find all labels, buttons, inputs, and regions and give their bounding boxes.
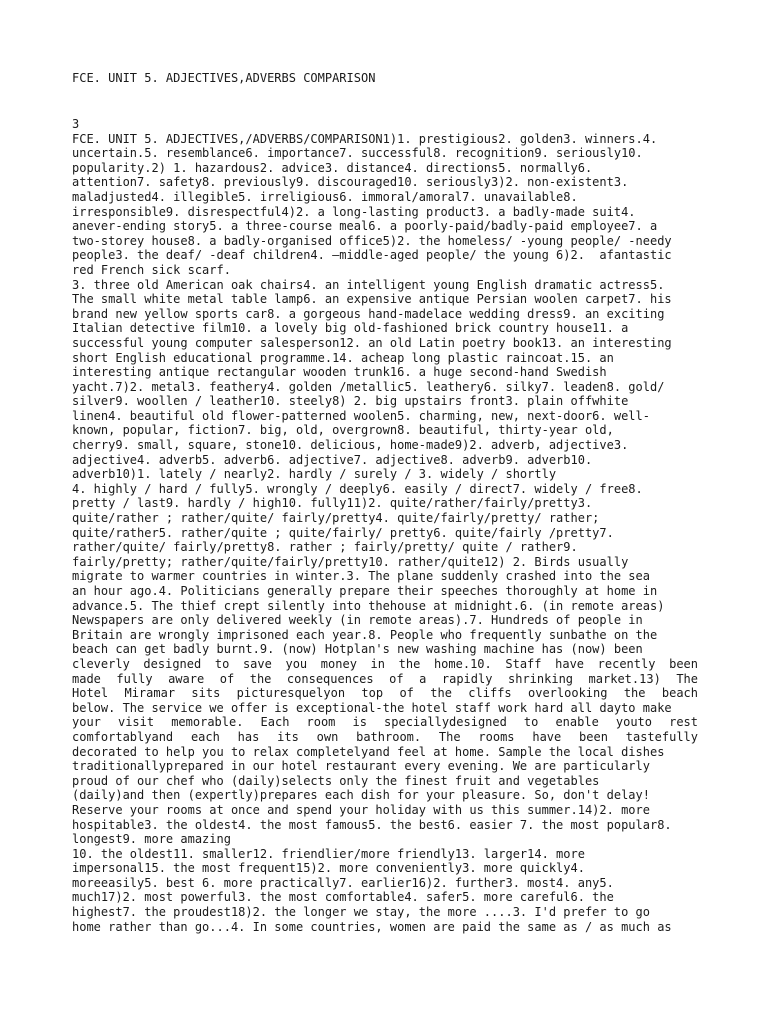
text-line: longest9. more amazing [72,832,231,847]
text-line: your visit memorable. Each room is speciallydesigned to enable youto rest [72,715,698,730]
text-line: The small white metal table lamp6. an expensive antique Persian woolen carpet7. his [72,292,672,307]
text-line: impersonal15. the most frequent15)2. more conveniently3. more quickly4. [72,861,585,876]
text-line: 3 [72,117,80,131]
text-line: migrate to warmer countries in winter.3. The plane suddenly crashed into the sea [72,569,650,584]
text-line: people3. the deaf/ -deaf children4. –middle-aged people/ the young 6)2. afantastic [72,248,672,263]
text-line: maladjusted4. illegible5. irreligious6. immoral/amoral7. unavailable8. [72,189,578,204]
text-line: advance.5. The thief crept silently into thehouse at midnight.6. (in remote areas) [72,598,665,613]
text-line: quite/rather5. rather/quite ; quite/fairly/ pretty6. quite/fairly /pretty7. [72,525,614,540]
text-line: highest7. the proudest18)2. the longer we stay, the more ....3. I'd prefer to go [72,905,650,920]
text-line: 3. three old American oak chairs4. an intelligent young English dramatic actress5. [72,277,665,292]
text-line: short English educational programme.14. acheap long plastic raincoat.15. an [72,350,614,365]
text-line: known, popular, fiction7. big, old, overgrown8. beautiful, thirty-year old, [72,423,614,438]
document-title: FCE. UNIT 5. ADJECTIVES,ADVERBS COMPARISON [72,71,376,85]
text-line: moreeasily5. best 6. more practically7. earlier16)2. further3. most4. any5. [72,875,614,890]
text-line: beach can get badly burnt.9. (now) Hotplan's new washing machine has (now) been [72,642,643,657]
text-line: hospitable3. the oldest4. the most famous5. the best6. easier 7. the most popular8. [72,817,672,832]
text-line: rather/quite/ fairly/pretty8. rather ; fairly/pretty/ quite / rather9. [72,540,578,555]
document-body [72,117,698,934]
text-line: Reserve your rooms at once and spend your holiday with us this summer.14)2. more [72,802,650,817]
text-line: interesting antique rectangular wooden trunk16. a huge second-hand Swedish [72,365,607,380]
text-line: cherry9. small, square, stone10. delicious, home-made9)2. adverb, adjective3. [72,438,629,453]
text-line: an hour ago.4. Politicians generally prepare their speeches thoroughly at home in [72,584,658,598]
text-line: traditionallyprepared in our hotel restaurant every evening. We are particularly [72,759,650,774]
text-line: Hotel Miramar sits picturesquelyon top of the cliffs overlooking the beach [72,686,698,701]
text-line: popularity.2) 1. hazardous2. advice3. distance4. directions5. normally6. [72,160,593,175]
text-line: quite/rather ; rather/quite/ fairly/pretty4. quite/fairly/pretty/ rather; [72,511,600,526]
text-line: brand new yellow sports car8. a gorgeous hand-madelace wedding dress9. an exciting [72,306,665,321]
text-line: irresponsible9. disrespectful4)2. a long-lasting product3. a badly-made suit4. [72,204,636,219]
text-line: home rather than go...4. In some countries, women are paid the same as / as much as [72,919,672,934]
text-line: (daily)and then (expertly)prepares each dish for your pleasure. So, don't delay! [72,788,650,803]
text-line: 10. the oldest11. smaller12. friendlier/more friendly13. larger14. more [72,846,585,861]
text-line: comfortablyand each has its own bathroom. The rooms have been tastefully [72,729,698,744]
text-line: red French sick scarf. [72,262,231,277]
text-line: fairly/pretty; rather/quite/fairly/pretty10. rather/quite12) 2. Birds usually [72,554,629,569]
text-line: Italian detective film10. a lovely big old-fashioned brick country house11. a [72,321,629,336]
text-line: adjective4. adverb5. adverb6. adjective7. adjective8. adverb9. adverb10. [72,452,593,467]
text-line: two-storey house8. a badly-organised office5)2. the homeless/ -young people/ -needy [72,233,672,248]
text-line: 4. highly / hard / fully5. wrongly / deeply6. easily / direct7. widely / free8. [72,481,643,496]
text-line: successful young computer salesperson12. an old Latin poetry book13. an interesting [72,335,672,350]
text-line: decorated to help you to relax completelyand feel at home. Sample the local dishes [72,744,665,759]
text-line: silver9. woollen / leather10. steely8) 2. big upstairs front3. plain offwhite [72,394,629,409]
text-line: much17)2. most powerful3. the most comfortable4. safer5. more careful6. the [72,890,614,905]
text-line: cleverly designed to save you money in the home.10. Staff have recently been [72,656,698,671]
text-line: Newspapers are only delivered weekly (in remote areas).7. Hundreds of people in [72,613,643,628]
text-line: yacht.7)2. metal3. feathery4. golden /metallic5. leathery6. silky7. leaden8. gold/ [72,379,665,394]
text-line: FCE. UNIT 5. ADJECTIVES,/ADVERBS/COMPARISON1)1. prestigious2. golden3. winners.4. [72,131,658,146]
text-line: adverb10)1. lately / nearly2. hardly / surely / 3. widely / shortly [72,467,557,482]
text-line: pretty / last9. hardly / high10. fully11)2. quite/rather/fairly/pretty3. [72,496,593,511]
text-line: Britain are wrongly imprisoned each year.8. People who frequently sunbathe on the [72,627,658,642]
text-line: uncertain.5. resemblance6. importance7. successful8. recognition9. seriously10. [72,146,643,161]
text-line: made fully aware of the consequences of a rapidly shrinking market.13) The [72,671,698,686]
text-line: below. The service we offer is exceptional-the hotel staff work hard all dayto make [72,700,672,715]
text-line: proud of our chef who (daily)selects only the finest fruit and vegetables [72,773,600,788]
text-line: linen4. beautiful old flower-patterned woolen5. charming, new, next-door6. well- [72,408,650,423]
text-line: attention7. safety8. previously9. discouraged10. seriously3)2. non-existent3. [72,175,629,190]
text-line: anever-ending story5. a three-course meal6. a poorly-paid/badly-paid employee7. a [72,219,658,234]
